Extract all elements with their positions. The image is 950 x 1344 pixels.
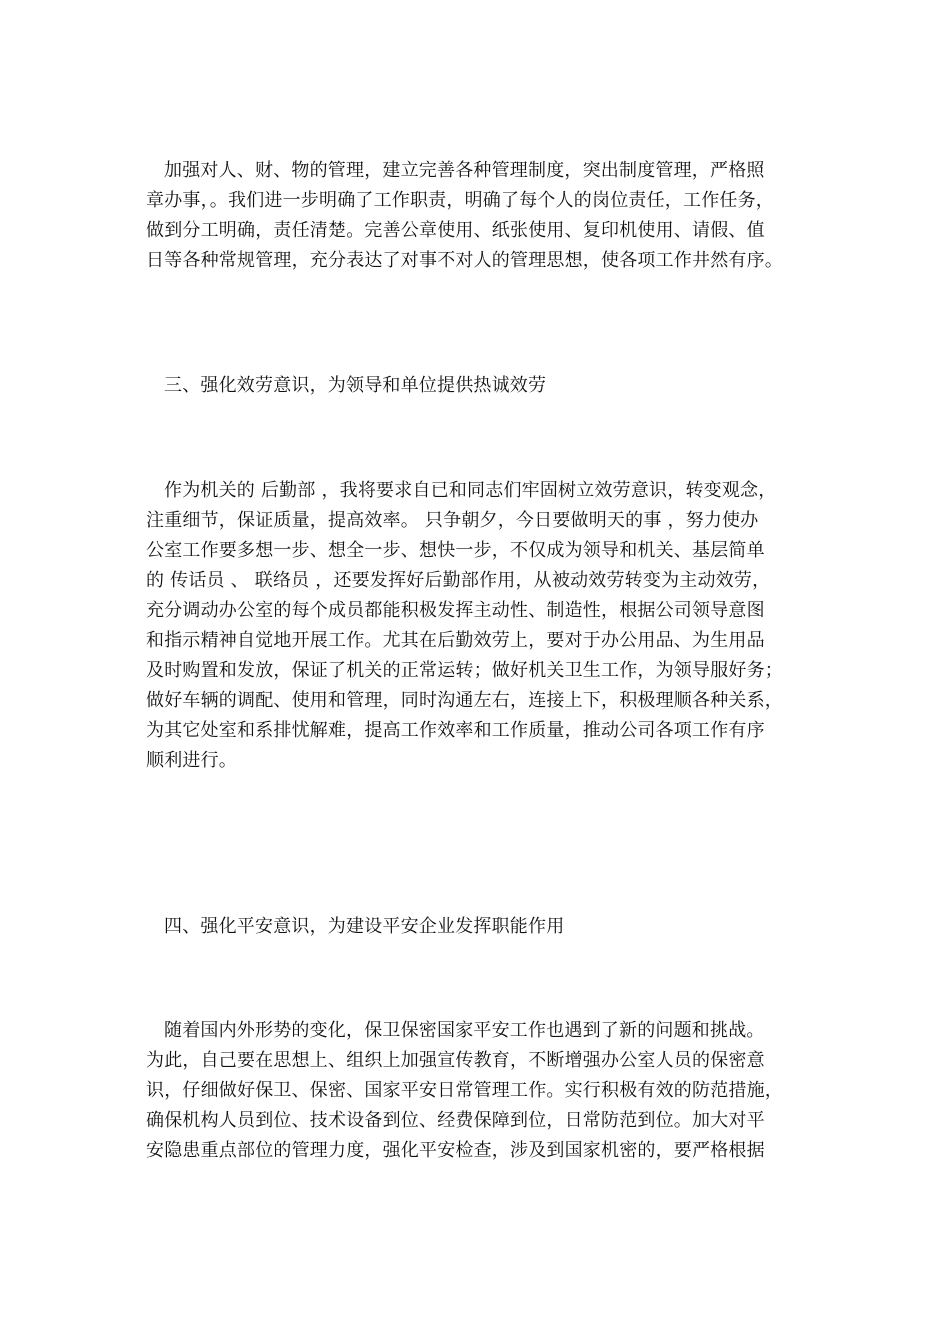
section-heading-text: 三、强化效劳意识，为领导和单位提供热诚效劳 <box>164 375 547 396</box>
paragraph-line: 及时购置和发放，保证了机关的正常运转；做好机关卫生工作，为领导服好务； <box>146 660 783 681</box>
section-heading-4 <box>146 912 806 942</box>
paragraph-line: 识，仔细做好保卫、保密、国家平安日常管理工作。实行积极有效的防范措施， <box>146 1080 783 1101</box>
paragraph-line: 为其它处室和系排忧解难，提高工作效率和工作质量，推动公司各项工作有序 <box>146 720 765 741</box>
paragraph-line: 加强对人、财、物的管理，建立完善各种管理制度，突出制度管理，严格照 <box>164 160 765 181</box>
paragraph-line: 做好车辆的调配、使用和管理，同时沟通左右，连接上下，积极理顺各种关系， <box>146 690 783 711</box>
paragraph-security <box>146 1016 806 1166</box>
paragraph-line: 充分调动办公室的每个成员都能积极发挥主动性、制造性，根据公司领导意图 <box>146 600 765 621</box>
paragraph-line: 和指示精神自觉地开展工作。尤其在后勤效劳上，要对于办公用品、为生用品 <box>146 630 765 651</box>
paragraph-line: 随着国内外形势的变化，保卫保密国家平安工作也遇到了新的问题和挑战。 <box>164 1020 765 1041</box>
section-heading-3 <box>146 371 806 401</box>
paragraph-line: 公室工作要多想一步、想全一步、想快一步，不仅成为领导和机关、基层简单 <box>146 540 765 561</box>
paragraph-line: 安隐患重点部位的管理力度，强化平安检查，涉及到国家机密的，要严格根据 <box>146 1140 765 1161</box>
paragraph-service <box>146 476 806 776</box>
paragraph-management <box>146 156 806 276</box>
paragraph-line: 做到分工明确，责任清楚。完善公章使用、纸张使用、复印机使用、请假、值 <box>146 220 765 241</box>
paragraph-line: 顺利进行。 <box>146 750 237 771</box>
paragraph-line: 章办事，。我们进一步明确了工作职责，明确了每个人的岗位责任，工作任务， <box>146 190 774 211</box>
paragraph-line: 注重细节，保证质量，提高效率。 只争朝夕，今日要做明天的事 ，努力使办 <box>146 510 759 531</box>
paragraph-line: 的 传话员 、 联络员 ，还要发挥好后勤部作用，从被动效劳转变为主动效劳， <box>146 570 771 591</box>
paragraph-line: 日等各种常规管理，充分表达了对事不对人的管理思想，使各项工作井然有序。 <box>146 250 783 271</box>
paragraph-line: 为此，自己要在思想上、组织上加强宣传教育，不断增强办公室人员的保密意 <box>146 1050 765 1071</box>
paragraph-line: 作为机关的 后勤部 ，我将要求自已和同志们牢固树立效劳意识，转变观念， <box>164 480 777 501</box>
paragraph-line: 确保机构人员到位、技术设备到位、经费保障到位，日常防范到位。加大对平 <box>146 1110 765 1131</box>
section-heading-text: 四、强化平安意识，为建设平安企业发挥职能作用 <box>164 916 565 937</box>
